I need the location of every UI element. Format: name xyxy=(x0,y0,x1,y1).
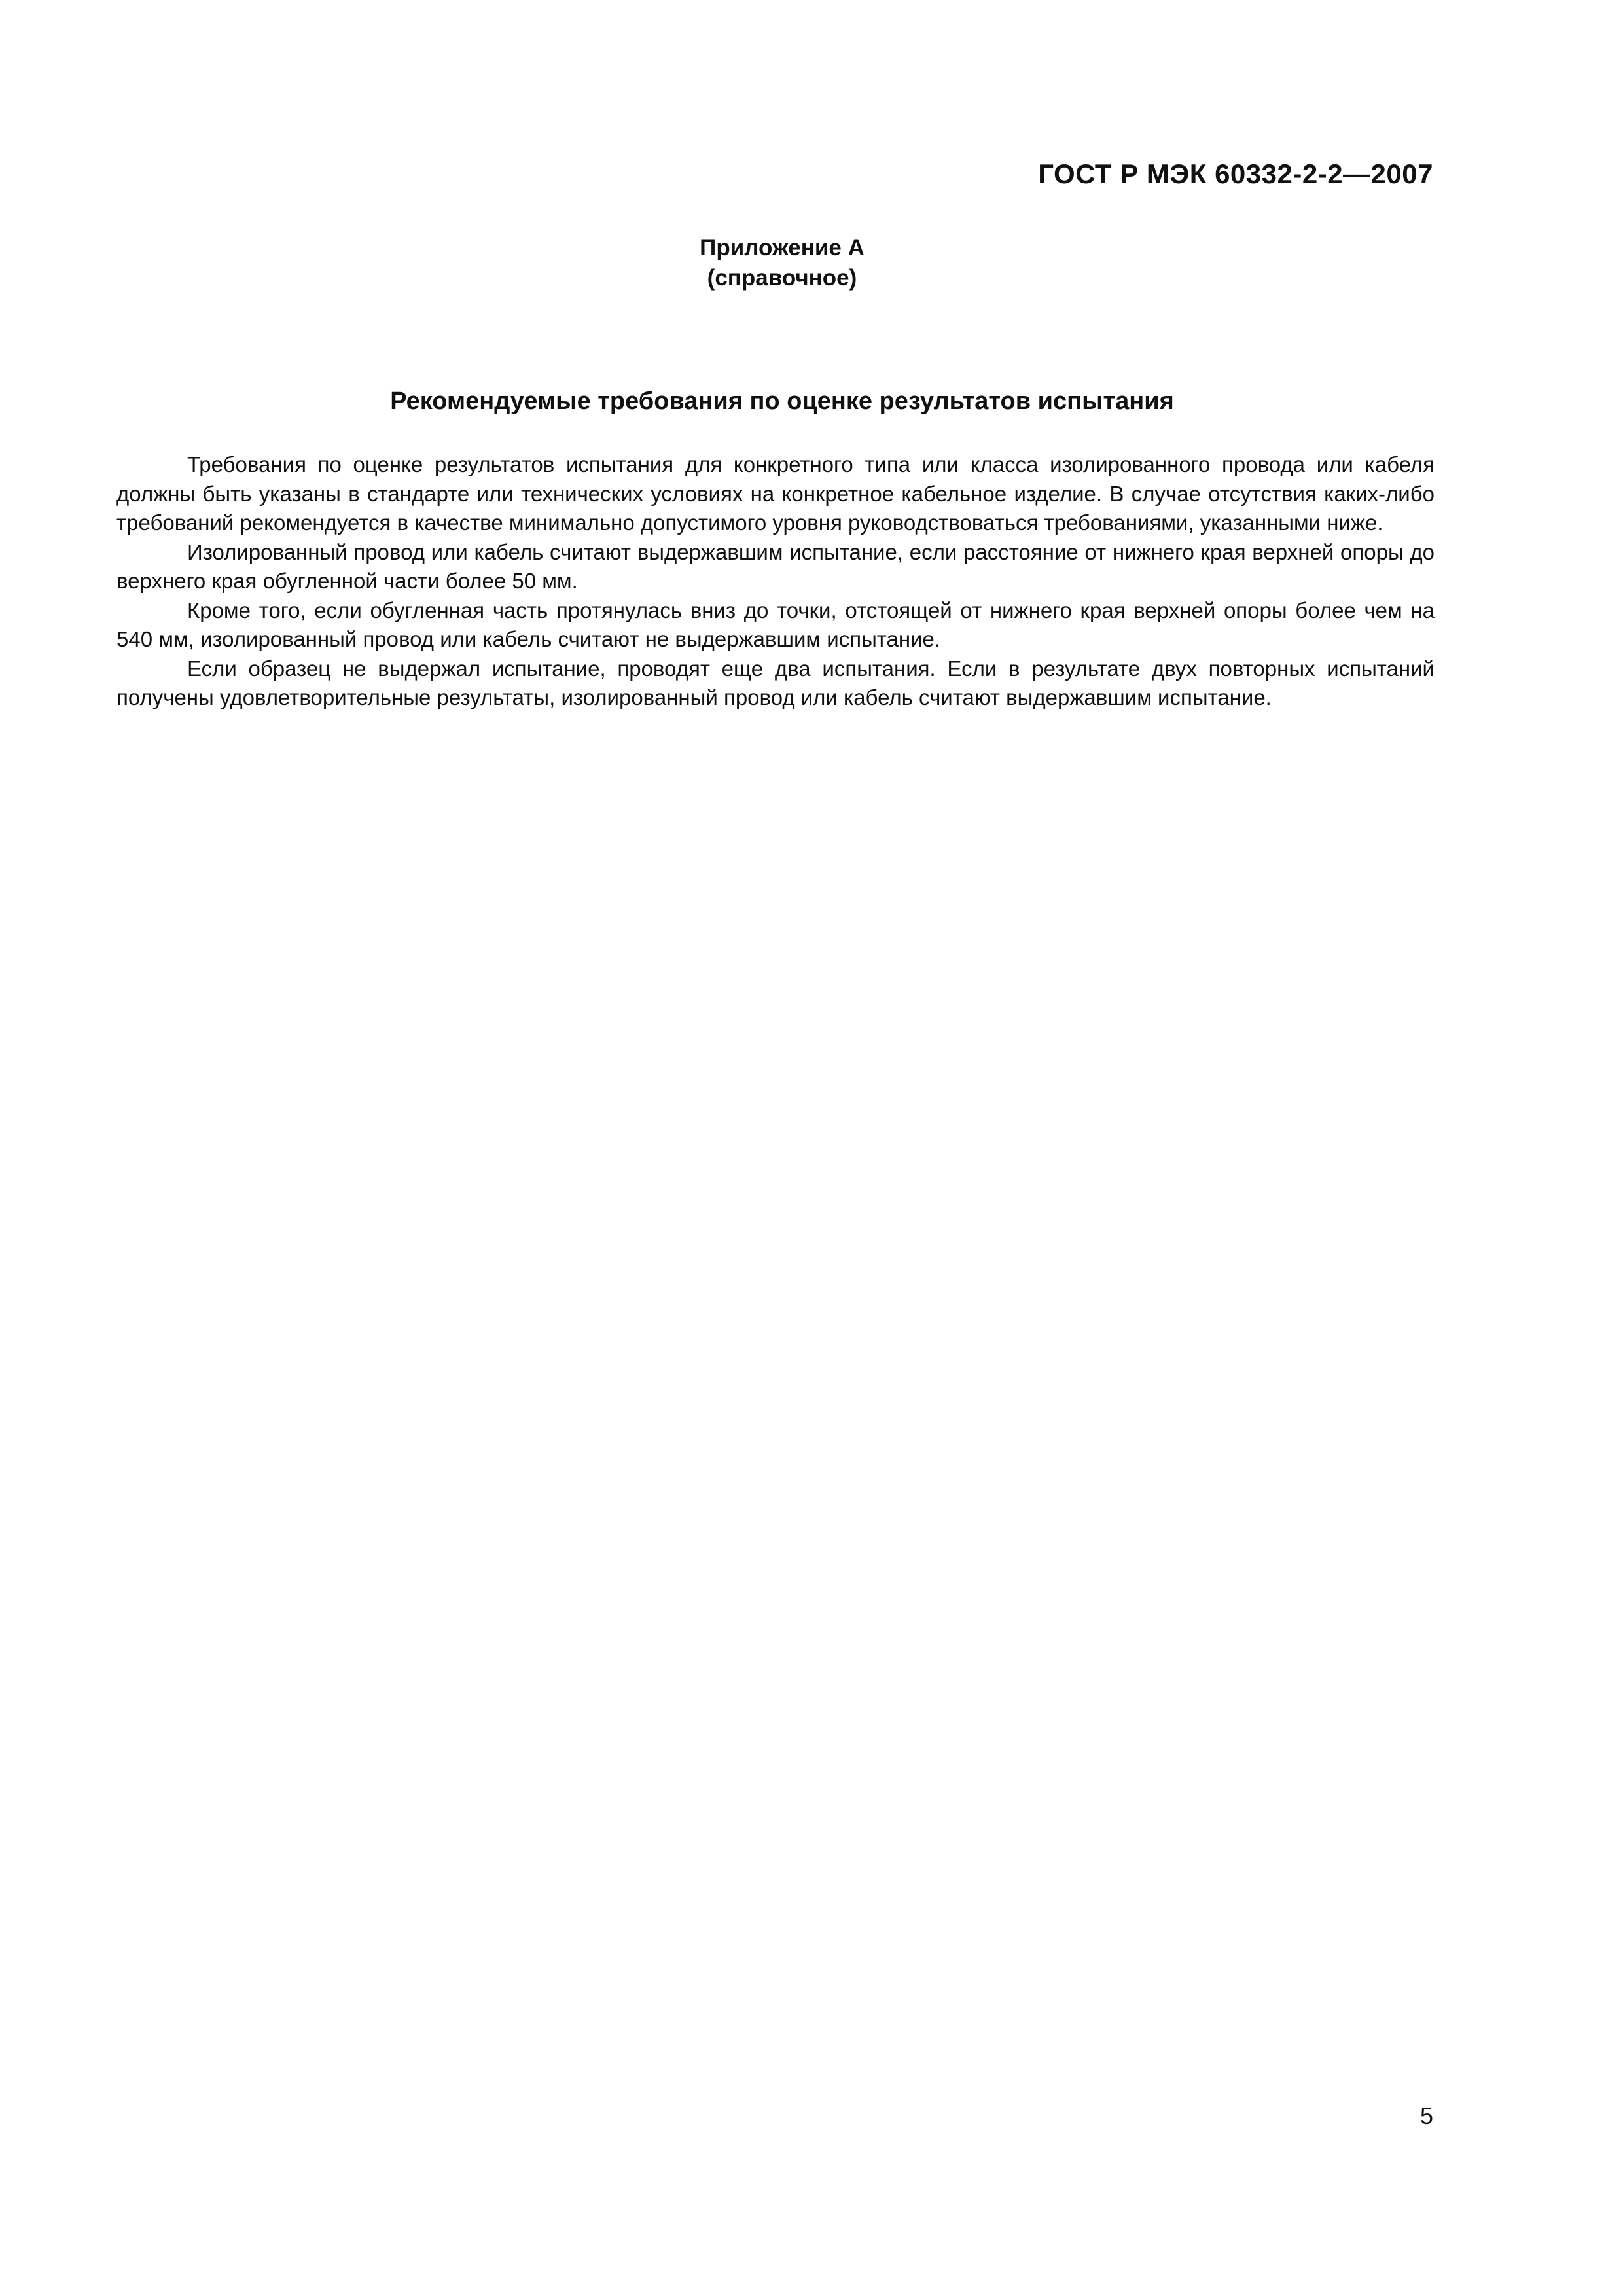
paragraph-4: Если образец не выдержал испытание, проводят еще два испытания. Если в результате двух повторных испытаний получены удовлетворительные результаты, изолированный провод или кабель считают выдержавшим испытание. xyxy=(116,656,1435,709)
annex-title: Приложение А xyxy=(700,235,865,260)
section-heading: Рекомендуемые требования по оценке результатов испытания xyxy=(390,387,1174,415)
paragraph-3: Кроме того, если обугленная часть протянулась вниз до точки, отстоящей от нижнего края верхней опоры более чем на 540 мм, изолированный провод или кабель считают не выдержавшим испытание. xyxy=(116,598,1435,651)
page-number: 5 xyxy=(1419,2102,1433,2129)
document-code: ГОСТ Р МЭК 60332-2-2—2007 xyxy=(1038,158,1433,189)
annex-block xyxy=(0,233,1564,293)
paragraph-1: Требования по оценке результатов испытания для конкретного типа или класса изолированного провода или кабеля должны быть указаны в стандарте или технических условиях на конкретное кабельное изделие. В случае отсутствия каких-либо требований рекомендуется в качестве минимально допустимого уровня руководствоваться требованиями, указанными ниже. xyxy=(116,452,1435,535)
body-text xyxy=(116,450,1435,713)
annex-status: (справочное) xyxy=(707,265,857,291)
paragraph-2: Изолированный провод или кабель считают выдержавшим испытание, если расстояние от нижнего края верхней опоры до верхнего края обугленной части более 50 мм. xyxy=(116,539,1435,593)
